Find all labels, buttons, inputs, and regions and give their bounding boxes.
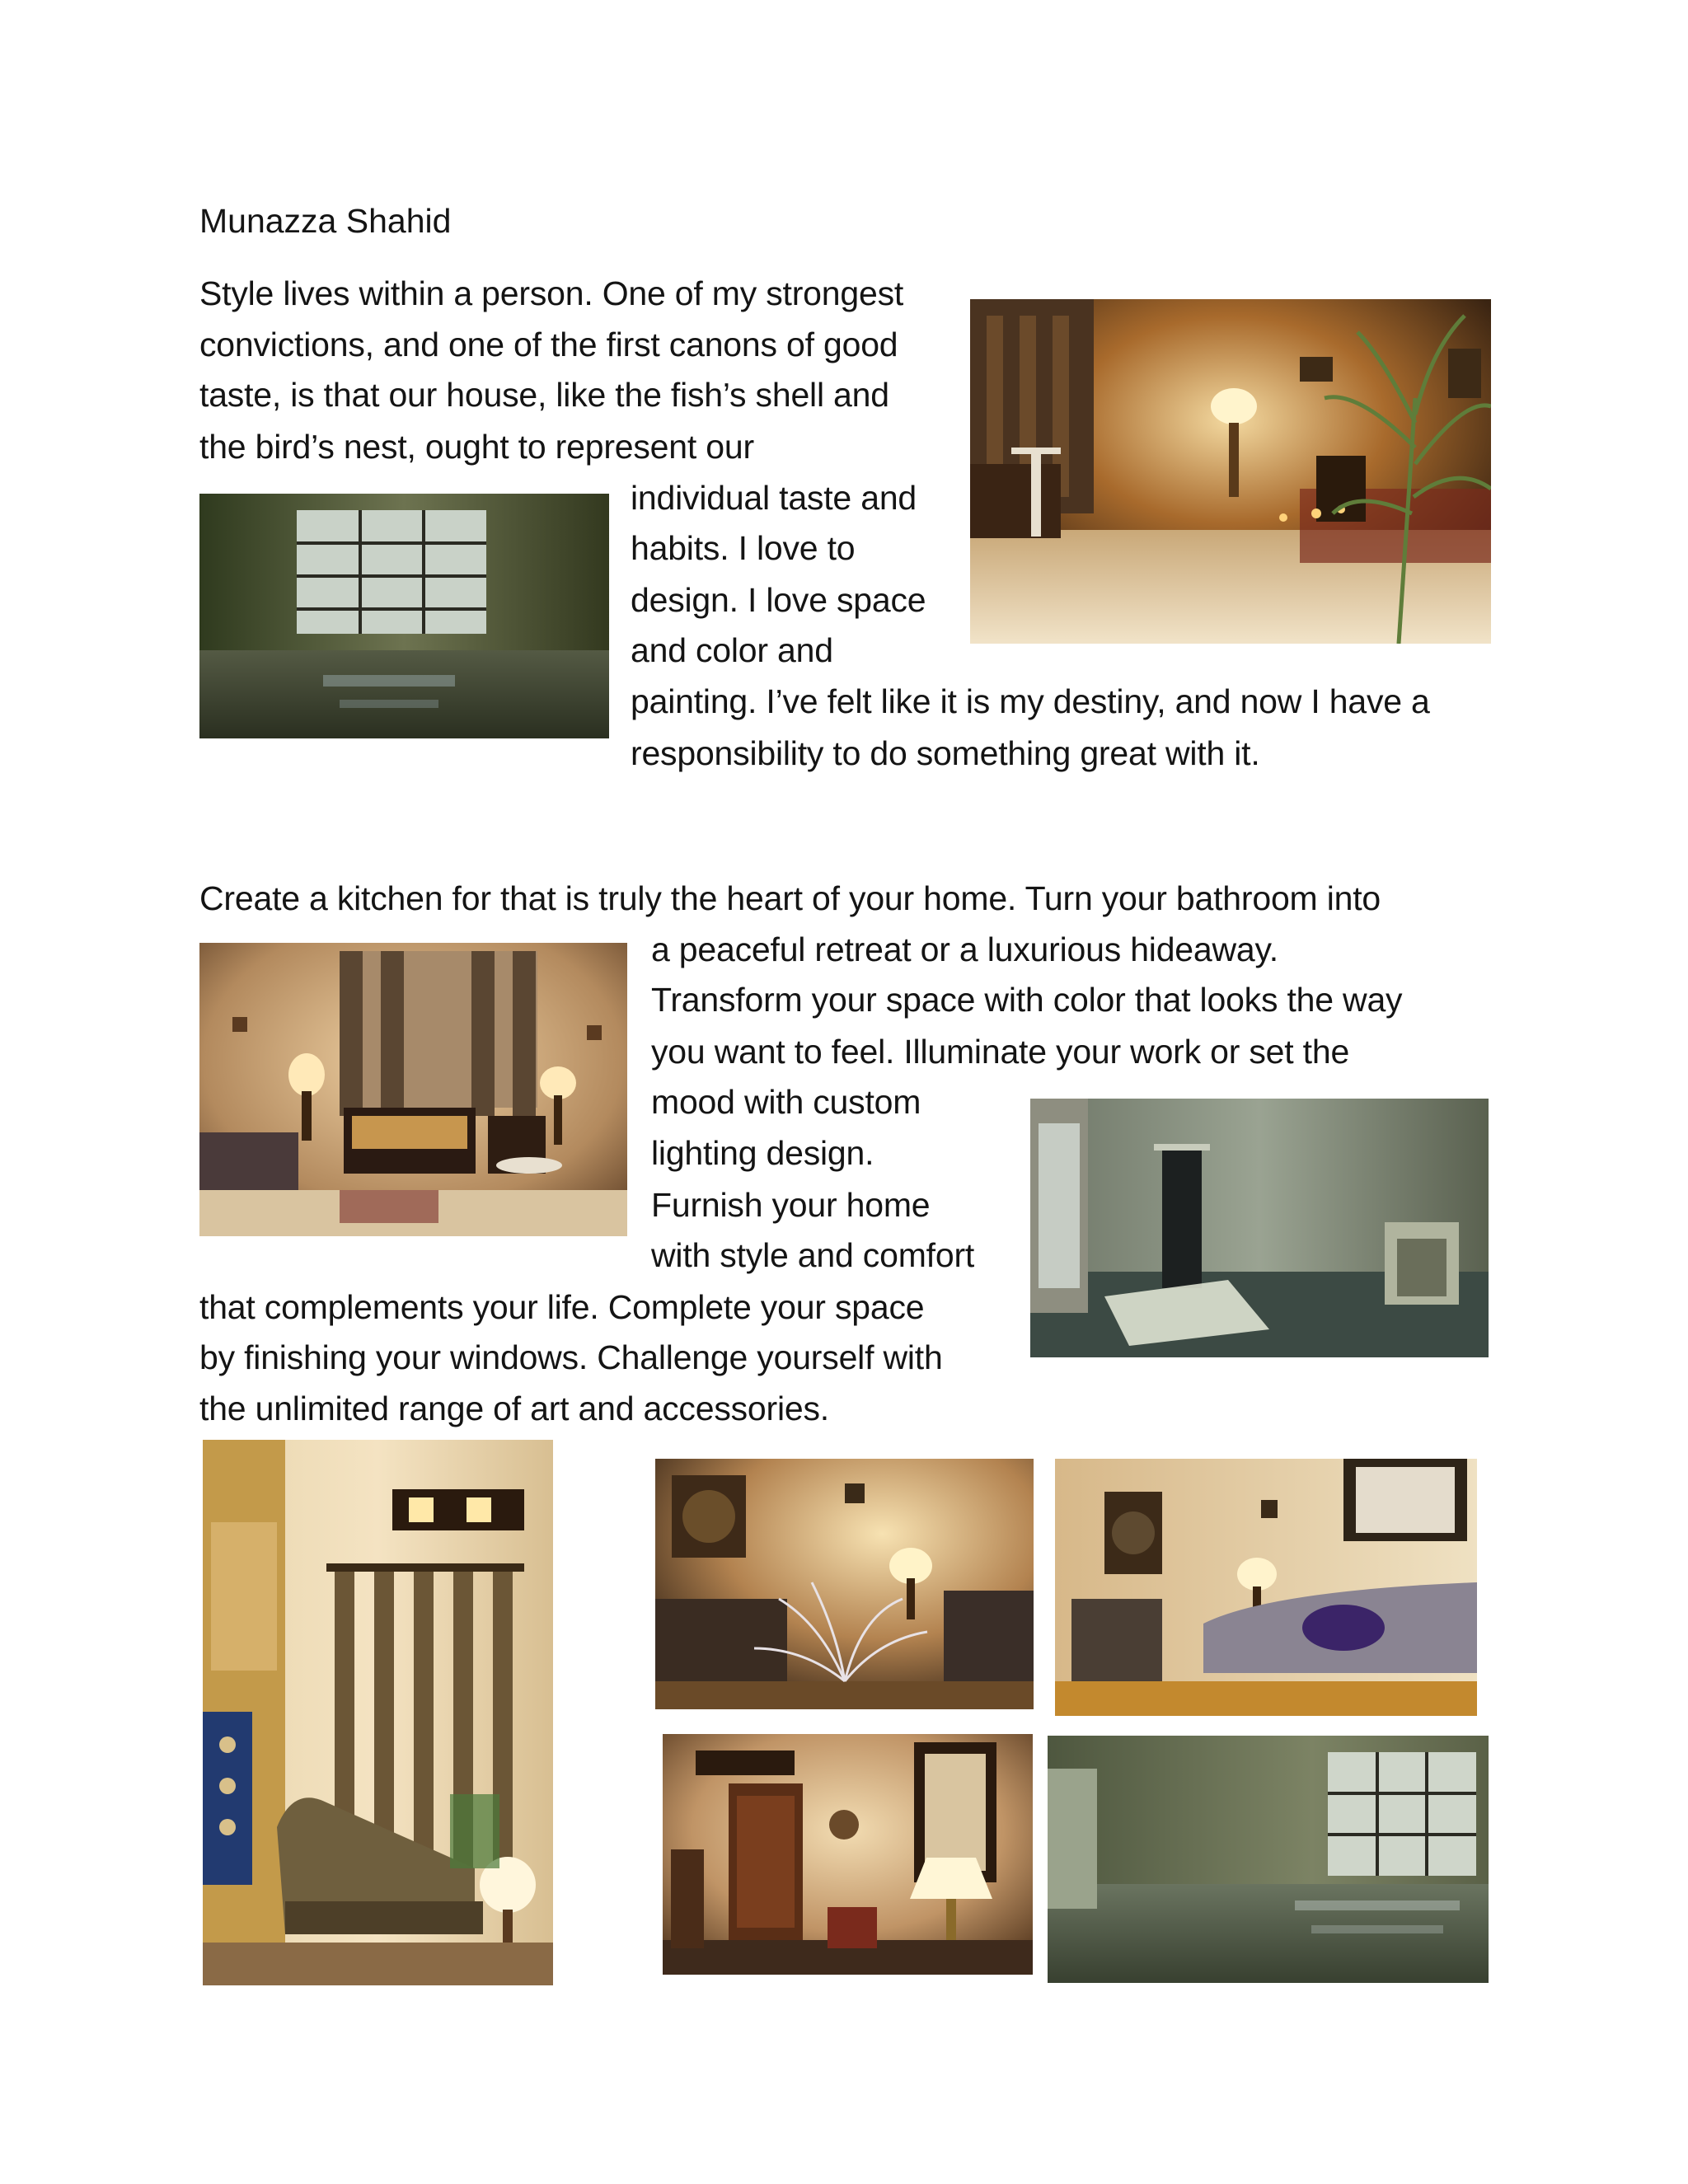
lamp-lit-sofa-centerpiece-photo	[655, 1459, 1034, 1709]
sofa-mirror-lamp-photo	[1055, 1459, 1477, 1716]
paragraph-line: responsibility to do something great with it.	[631, 734, 1260, 772]
empty-room-window-photo	[199, 494, 609, 738]
empty-room-doorway-photo	[1030, 1099, 1489, 1357]
paragraph-line: a peaceful retreat or a luxurious hideaway.	[651, 930, 1278, 968]
paragraph-line: and color and	[631, 631, 833, 669]
living-room-plant-lamp-photo	[970, 299, 1491, 644]
paragraph-line: Transform your space with color that looks the way	[651, 981, 1403, 1019]
paragraph-line: mood with custom	[651, 1083, 921, 1121]
empty-room-window-fireplace-photo	[1048, 1736, 1489, 1983]
paragraph-line: taste, is that our house, like the fish’s shell and	[199, 376, 889, 414]
paragraph-line: the unlimited range of art and accessories.	[199, 1390, 829, 1427]
entry-hall-mirror-lamp-photo	[663, 1734, 1033, 1975]
paragraph-line: Furnish your home	[651, 1186, 931, 1224]
paragraph-line: convictions, and one of the first canons of good	[199, 326, 898, 363]
living-room-curtains-sofa-photo	[199, 943, 627, 1236]
paragraph-line: by finishing your windows. Challenge yourself with	[199, 1338, 943, 1376]
paragraph-line: lighting design.	[651, 1134, 874, 1172]
paragraph-line: habits. I love to	[631, 529, 856, 567]
paragraph-line: individual taste and	[631, 479, 917, 517]
paragraph-line: the bird’s nest, ought to represent our	[199, 428, 754, 466]
paragraph-line: that complements your life. Complete your space	[199, 1288, 925, 1326]
paragraph-line: Style lives within a person. One of my strongest	[199, 274, 904, 312]
paragraph-line: you want to feel. Illuminate your work or set the	[651, 1033, 1350, 1071]
chaise-lounge-curtains-photo	[203, 1440, 553, 1985]
paragraph-line: with style and comfort	[651, 1236, 975, 1274]
author-name: Munazza Shahid	[199, 202, 452, 240]
paragraph-line: design. I love space	[631, 581, 926, 619]
paragraph-line: painting. I’ve felt like it is my destiny, and now I have a	[631, 682, 1430, 720]
paragraph-line: Create a kitchen for that is truly the heart of your home. Turn your bathroom into	[199, 879, 1381, 917]
